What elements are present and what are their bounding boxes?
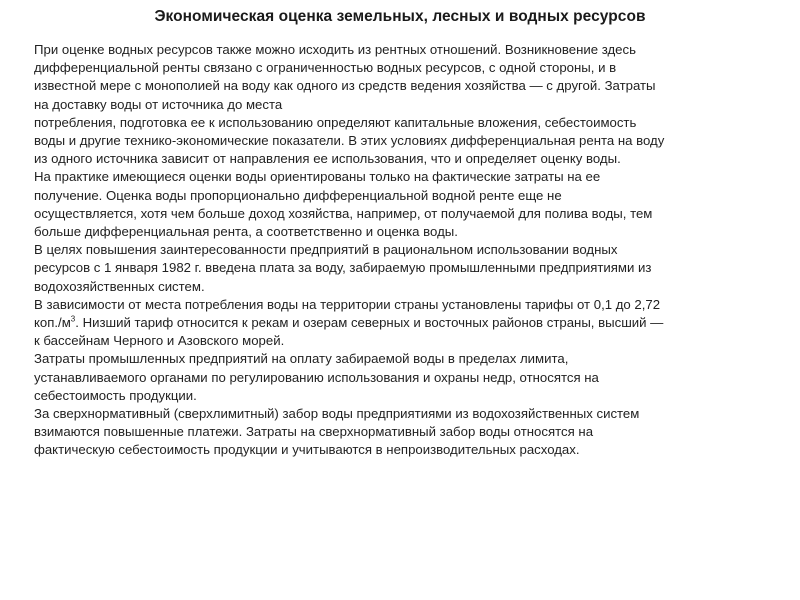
document-title: Экономическая оценка земельных, лесных и водных ресурсов	[154, 8, 646, 25]
text-line: на доставку воды от источника до места	[34, 96, 283, 112]
text-line: Затраты промышленных предприятий на оплату забираемой воды в пределах лимита,	[34, 351, 569, 367]
text-line: из одного источника зависит от направления ее использования, что и определяет оценку воды.	[34, 151, 621, 167]
text-line: дифференциальной ренты связано с ограниченностью водных ресурсов, с одной стороны, и в	[34, 60, 617, 76]
text-line: фактическую себестоимость продукции и учитываются в непроизводительных расходах.	[34, 442, 580, 458]
text-line: взимаются повышенные платежи. Затраты на сверхнормативный забор воды относятся на	[34, 424, 594, 440]
body-text	[34, 41, 772, 460]
text-line: устанавливаемого органами по регулированию использования и охраны недр, относятся на	[34, 369, 599, 385]
text-line: В целях повышения заинтересованности предприятий в рациональном использовании водных	[34, 242, 618, 258]
superscript: 3	[70, 314, 76, 324]
text-line: водохозяйственных систем.	[34, 278, 205, 294]
text-line: себестоимость продукции.	[34, 387, 197, 403]
unit-text: коп./м	[34, 315, 71, 331]
text-line: осуществляется, хотя чем больше доход хозяйства, например, от получаемой для полива воды, тем	[34, 205, 653, 221]
line-continuation: . Низший тариф относится к рекам и озерам северных и восточных районов страны, высший —	[75, 315, 664, 331]
text-line: ресурсов с 1 января 1982 г. введена плата за воду, забираемую промышленными предприятиями из	[34, 260, 652, 276]
text-line: На практике имеющиеся оценки воды ориентированы только на фактические затраты на ее	[34, 169, 601, 185]
text-line: получение. Оценка воды пропорционально дифференциальной водной ренте еще не	[34, 187, 562, 203]
text-line: При оценке водных ресурсов также можно исходить из рентных отношений. Возникновение здесь	[34, 42, 636, 57]
text-line: известной мере с монополией на воду как одного из средств ведения хозяйства — с другой. Затраты	[34, 78, 656, 94]
text-line: воды и другие технико-экономические показатели. В этих условиях дифференциальная рента на воду	[34, 133, 665, 149]
text-line: В зависимости от места потребления воды на территории страны установлены тарифы от 0,1 до 2,72	[34, 296, 661, 312]
text-line: За сверхнормативный (сверхлимитный) забор воды предприятиями из водохозяйственных систем	[34, 406, 640, 422]
text-line: к бассейнам Черного и Азовского морей.	[34, 333, 285, 349]
text-line: больше дифференциальная рента, а соответственно и оценка воды.	[34, 224, 458, 240]
text-line-with-superscript	[34, 314, 772, 332]
text-line: потребления, подготовка ее к использованию определяют капитальные вложения, себестоимость	[34, 114, 637, 130]
